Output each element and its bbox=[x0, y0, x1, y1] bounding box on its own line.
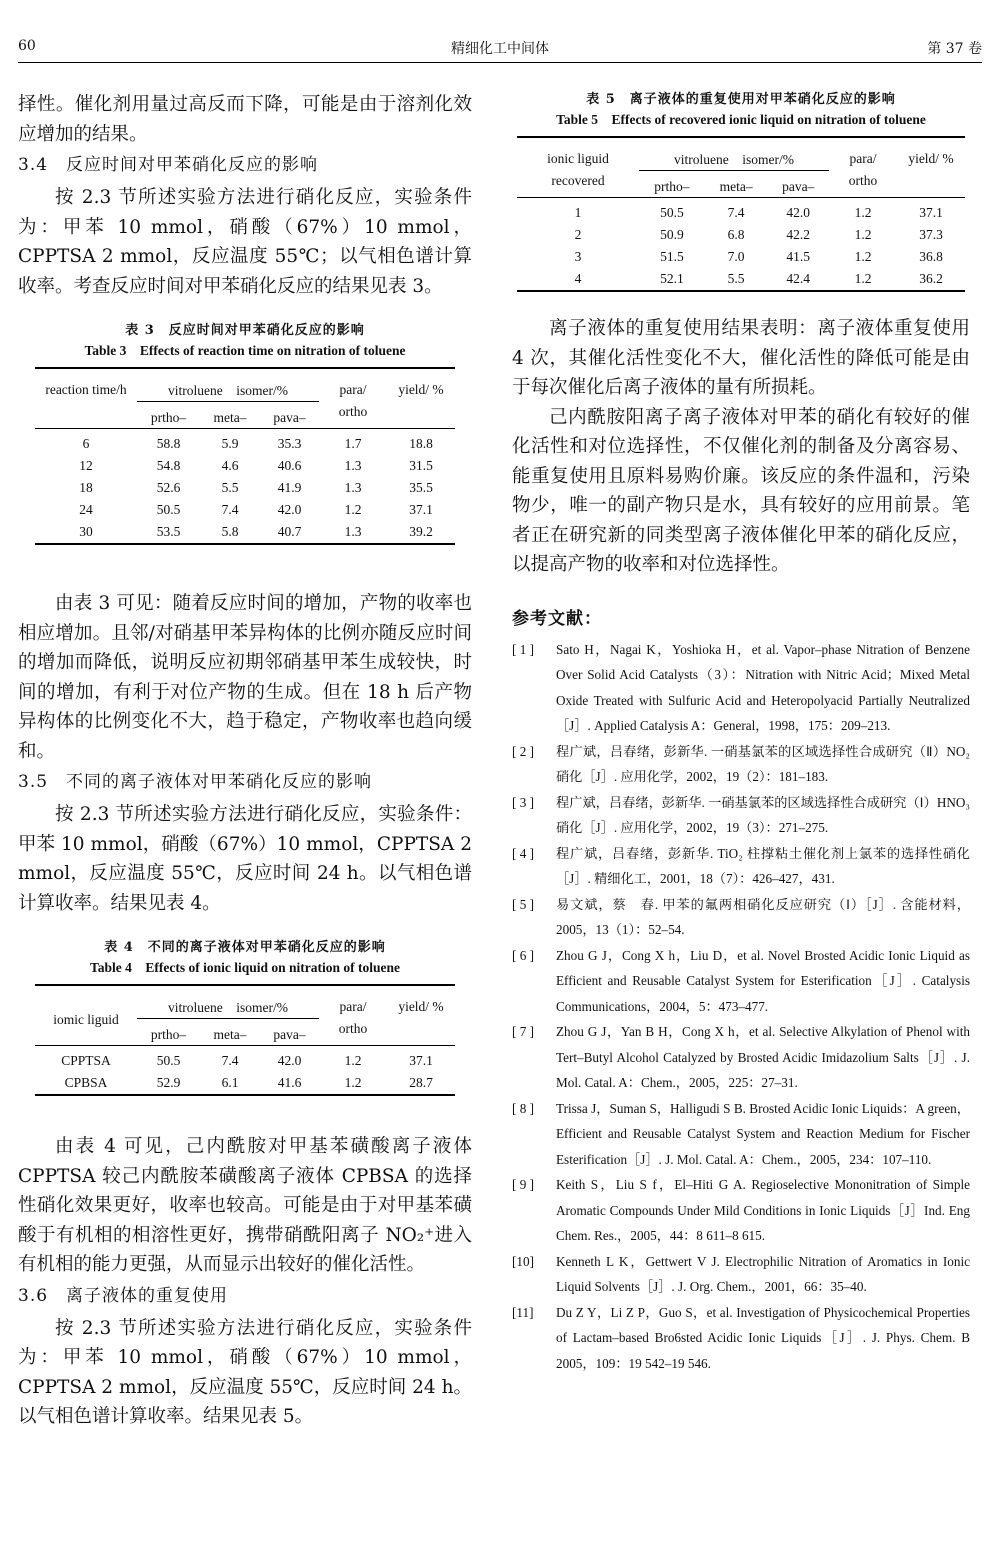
table-row bbox=[517, 224, 965, 246]
table-cell: 37.3 bbox=[919, 227, 943, 242]
reference-text: Sato H，Nagai K，Yoshioka H，et al. Vapor–phase Nitration of Benzene Over Solid Acid Catalysts（3）：Nitration with Nitric Acid；Mixed Metal Oxide Treated with Sulfuric Acid and Heteropolyacid Partially Neutralized［J］. Applied Catalysis A：General，1998，175：209–213. bbox=[556, 641, 970, 733]
table-cell: 1.2 bbox=[854, 205, 872, 220]
table-3-header-group: vitroluene isomer/% bbox=[137, 368, 319, 402]
table-row bbox=[35, 455, 455, 477]
table-cell: 1.3 bbox=[344, 524, 362, 539]
paragraph: 由表 4 可见，己内酰胺对甲基苯磺酸离子液体 CPPTSA 较己内酰胺苯磺酸离子液体 CPBSA 的选择性硝化效果更好，收率也较高。可能是由于对甲基苯磺酸于有机相的相溶性更好，携带硝酰阳离子 NO₂⁺进入有机相的能力更强，从而显示出较好的催化活性。 bbox=[18, 1136, 472, 1275]
table-cell: 42.2 bbox=[786, 227, 811, 242]
table-4-header-group: vitroluene isomer/% bbox=[137, 985, 319, 1019]
table-row bbox=[35, 521, 455, 544]
table-cell: 42.4 bbox=[786, 271, 811, 286]
table-5-caption-cn: 表 5 离子液体的重复使用对甲苯硝化反应的影响 bbox=[586, 92, 896, 107]
table-cell: 5.9 bbox=[221, 436, 239, 451]
paragraph: 由表 3 可见：随着反应时间的增加，产物的收率也相应增加。且邻/对硝基甲苯异构体的比例亦随反应时间的增加而降低，说明反应初期邻硝基甲苯生成较快，时间的增加，有利于对位产物的生成。但在 18 h 后产物异构体的比例变化不大，趋于稳定，产物收率也趋向缓和。 bbox=[18, 593, 472, 762]
table-cell: 52.1 bbox=[660, 271, 684, 286]
table-5-header-yield: yield/ % bbox=[908, 151, 954, 166]
table-cell: 42.0 bbox=[277, 502, 302, 517]
table-4-header-ortho: prtho– bbox=[150, 1027, 187, 1042]
table-cell: 1.2 bbox=[854, 271, 872, 286]
reference-item bbox=[512, 841, 970, 892]
table-cell: 28.7 bbox=[409, 1075, 433, 1090]
section-heading-3-6: 3.6 离子液体的重复使用 bbox=[18, 1285, 229, 1306]
reference-item bbox=[512, 1096, 970, 1173]
reference-number: [ 4 ] bbox=[512, 845, 534, 861]
table-cell: 52.6 bbox=[156, 480, 181, 495]
table-row bbox=[35, 433, 455, 455]
table-cell: 58.8 bbox=[156, 436, 181, 451]
table-cell: 50.5 bbox=[156, 1053, 181, 1068]
table-cell: 40.6 bbox=[277, 458, 302, 473]
table-cell: 50.5 bbox=[660, 205, 684, 220]
table-cell: 6.8 bbox=[727, 227, 745, 242]
table-3-caption-en: Table 3 Effects of reaction time on nitration of toluene bbox=[84, 343, 406, 358]
reference-item bbox=[512, 1172, 970, 1249]
table-cell: 51.5 bbox=[660, 249, 684, 264]
reference-item bbox=[512, 892, 970, 943]
reference-number: [10] bbox=[512, 1253, 534, 1269]
reference-text: Trissa J，Suman S，Halligudi S B. Brosted Acidic Ionic Liquids：A green，Efficient and Reusable Catalyst System and Reaction Medium for Fischer Esterification［J］. J. Mol. Catal. A：Chem.，2005，234：107–110. bbox=[556, 1100, 970, 1167]
table-cell: 50.5 bbox=[156, 502, 181, 517]
table-4 bbox=[35, 984, 455, 1096]
references-heading: 参考文献： bbox=[512, 608, 602, 629]
reference-text: 易文斌，蔡 春. 甲苯的氟两相硝化反应研究（Ⅰ）［J］. 含能材料，2005，13（1）：52–54. bbox=[556, 896, 970, 937]
reference-number: [ 5 ] bbox=[512, 896, 534, 912]
table-3-header-ortho: prtho– bbox=[150, 410, 187, 425]
table-cell: 1.2 bbox=[854, 249, 872, 264]
reference-number: [ 2 ] bbox=[512, 743, 534, 759]
table-4-header-yield: yield/ % bbox=[398, 999, 444, 1014]
reference-text: Du Z Y，Li Z P，Guo S，et al. Investigation of Physicochemical Properties of Lactam–based Bro6sted Acidic Ionic Liquids［J］. J. Phys. Chem. B 2005，109：19 542–19 546. bbox=[556, 1304, 970, 1371]
table-cell: 36.2 bbox=[919, 271, 943, 286]
table-cell: 6 bbox=[82, 436, 90, 451]
table-3-header-para: pava– bbox=[273, 410, 306, 425]
table-4-header-col1: iomic liguid bbox=[53, 1011, 119, 1027]
running-header bbox=[18, 38, 982, 63]
table-3-header-ratio: para/ ortho bbox=[338, 382, 368, 419]
table-cell: 41.5 bbox=[786, 249, 811, 264]
table-4-header-meta: meta– bbox=[213, 1027, 247, 1042]
paragraph: 按 2.3 节所述实验方法进行硝化反应，实验条件：甲苯 10 mmol，硝酸（67%）10 mmol，CPPTSA 2 mmol，反应温度 55℃，反应时间 24 h。以气相色谱计算收率。结果见表 4。 bbox=[18, 804, 472, 914]
table-row bbox=[517, 202, 965, 224]
table-cell: 54.8 bbox=[156, 458, 181, 473]
table-5-caption-en: Table 5 Effects of recovered ionic liquid on nitration of toluene bbox=[556, 112, 926, 127]
paragraph: 离子液体的重复使用结果表明：离子液体重复使用 4 次，其催化活性变化不大，催化活性的降低可能是由于每次催化后离子液体的量有所损耗。 bbox=[512, 318, 970, 398]
table-cell: 1.2 bbox=[344, 1053, 362, 1068]
section-heading-3-5: 3.5 不同的离子液体对甲苯硝化反应的影响 bbox=[18, 772, 373, 792]
paragraph: 择性。催化剂用量过高反而下降，可能是由于溶剂化效应增加的结果。 bbox=[18, 94, 472, 145]
table-cell: 37.1 bbox=[919, 205, 943, 220]
reference-item bbox=[512, 1019, 970, 1096]
table-row bbox=[35, 1072, 455, 1095]
table-5-header-col1: ionic liguid recovered bbox=[547, 151, 609, 188]
table-cell: 35.3 bbox=[277, 436, 302, 451]
reference-item bbox=[512, 1300, 970, 1377]
reference-item bbox=[512, 1249, 970, 1300]
reference-list bbox=[512, 637, 970, 1377]
reference-number: [ 8 ] bbox=[512, 1100, 534, 1116]
table-cell: 1.3 bbox=[344, 458, 362, 473]
table-cell: 53.5 bbox=[156, 524, 181, 539]
table-cell: 35.5 bbox=[409, 480, 433, 495]
table-4-header-ratio: para/ ortho bbox=[338, 999, 368, 1036]
reference-item bbox=[512, 790, 970, 841]
table-cell: 41.9 bbox=[277, 480, 302, 495]
reference-text: Keith S，Liu S f，El–Hiti G A. Regioselective Mononitration of Simple Aromatic Compounds Under Mild Conditions in Ionic Liquids［J］Ind. Eng Chem. Res.，2005，44：8 611–8 615. bbox=[556, 1177, 970, 1243]
table-3-header-meta: meta– bbox=[213, 410, 247, 425]
table-cell: 1.3 bbox=[344, 480, 362, 495]
reference-text: 程广斌，吕春绪，彭新华. TiO₂ 柱撑粘土催化剂上氯苯的选择性硝化［J］. 精细化工，2001，18（7）：426–427，431. bbox=[556, 845, 970, 886]
table-cell: 42.0 bbox=[786, 205, 811, 220]
table-cell: 37.1 bbox=[409, 502, 433, 517]
table-cell: CPPTSA bbox=[61, 1053, 111, 1068]
reference-number: [ 1 ] bbox=[512, 641, 534, 657]
volume-label: 第 37 卷 bbox=[927, 41, 982, 57]
table-4-caption-cn: 表 4 不同的离子液体对甲苯硝化反应的影响 bbox=[104, 940, 386, 955]
reference-number: [ 7 ] bbox=[512, 1024, 534, 1039]
reference-number: [11] bbox=[512, 1304, 534, 1320]
table-cell: 41.6 bbox=[277, 1075, 302, 1090]
right-column bbox=[512, 90, 970, 1376]
table-3-header-yield: yield/ % bbox=[398, 382, 444, 397]
table-cell: 7.4 bbox=[221, 502, 239, 517]
paragraph: 按 2.3 节所述实验方法进行硝化反应，实验条件为：甲苯 10 mmol，硝酸（67%）10 mmol，CPPTSA 2 mmol，反应温度 55℃，反应时间 24 h。以气相色谱计算收率。结果见表 5。 bbox=[18, 1317, 472, 1427]
table-cell: 18 bbox=[79, 480, 93, 495]
table-cell: 1.2 bbox=[344, 502, 362, 517]
reference-text: Zhou G J，Cong X h，Liu D，et al. Novel Brosted Acidic Ionic Liquid as Efficient and Reusable Catalyst System for Esterification［J］. Catalysis Communications，2004，5：473–477. bbox=[556, 947, 970, 1014]
table-cell: 7.4 bbox=[221, 1053, 239, 1068]
table-cell: 12 bbox=[79, 458, 93, 473]
table-cell: 42.0 bbox=[277, 1053, 302, 1068]
paragraph: 己内酰胺阳离子离子液体对甲苯的硝化有较好的催化活性和对位选择性，不仅催化剂的制备及分离容易、能重复使用且原料易购价廉。该反应的条件温和，污染物少，唯一的副产物只是水，具有较好的应用前景。笔者正在研究新的同类型离子液体催化甲苯的硝化反应，以提高产物的收率和对位选择性。 bbox=[512, 406, 970, 575]
table-cell: 3 bbox=[574, 249, 582, 264]
table-cell: 4 bbox=[574, 271, 582, 286]
table-cell: CPBSA bbox=[64, 1075, 108, 1090]
table-cell: 1.2 bbox=[344, 1075, 362, 1090]
journal-name: 精细化工中间体 bbox=[451, 41, 549, 57]
table-4-header-para: pava– bbox=[273, 1027, 306, 1042]
table-5-header-group: vitroluene isomer/% bbox=[639, 137, 829, 171]
table-row bbox=[35, 499, 455, 521]
table-cell: 1.7 bbox=[344, 436, 362, 451]
reference-item bbox=[512, 739, 970, 790]
table-cell: 5.5 bbox=[221, 480, 239, 495]
table-3-caption-cn: 表 3 反应时间对甲苯硝化反应的影响 bbox=[125, 323, 365, 338]
table-cell: 6.1 bbox=[221, 1075, 239, 1090]
table-cell: 7.4 bbox=[727, 205, 745, 220]
table-cell: 5.8 bbox=[221, 524, 239, 539]
reference-text: 程广斌，吕春绪，彭新华. 一硝基氯苯的区域选择性合成研究（Ⅱ）NO₂ 硝化［J］. 应用化学，2002，19（2）：181–183. bbox=[556, 743, 970, 784]
table-cell: 7.0 bbox=[727, 249, 745, 264]
table-4-caption-en: Table 4 Effects of ionic liquid on nitration of toluene bbox=[89, 960, 401, 975]
reference-text: Kenneth L K，Gettwert V J. Electrophilic Nitration of Aromatics in Ionic Liquid Solvents［J］. J. Org. Chem.，2001，66：35–40. bbox=[556, 1253, 970, 1294]
table-cell: 40.7 bbox=[277, 524, 302, 539]
table-cell: 52.9 bbox=[156, 1075, 181, 1090]
table-3-header-col1: reaction time/h bbox=[45, 382, 127, 397]
page-number: 60 bbox=[18, 38, 36, 54]
table-cell: 36.8 bbox=[919, 249, 943, 264]
table-5-header-ratio: para/ ortho bbox=[848, 151, 878, 188]
reference-item bbox=[512, 943, 970, 1020]
table-cell: 37.1 bbox=[409, 1053, 433, 1068]
table-3 bbox=[35, 367, 455, 545]
reference-number: [ 3 ] bbox=[512, 794, 534, 810]
table-cell: 4.6 bbox=[221, 458, 239, 473]
reference-text: 程广斌，吕春绪，彭新华. 一硝基氯苯的区域选择性合成研究（Ⅰ）HNO₃ 硝化［J］. 应用化学，2002，19（3）：271–275. bbox=[556, 794, 970, 835]
table-cell: 5.5 bbox=[727, 271, 745, 286]
left-column bbox=[18, 90, 472, 1432]
table-5 bbox=[517, 136, 965, 292]
table-cell: 39.2 bbox=[409, 524, 433, 539]
table-cell: 1 bbox=[574, 205, 582, 220]
paragraph: 按 2.3 节所述实验方法进行硝化反应，实验条件为：甲苯 10 mmol，硝酸（67%）10 mmol，CPPTSA 2 mmol，反应温度 55℃；以气相色谱计算收率。考查反应时间对甲苯硝化反应的结果见表 3。 bbox=[18, 187, 472, 297]
reference-text: Zhou G J，Yan B H，Cong X h，et al. Selective Alkylation of Phenol with Tert–Butyl Alcohol Catalyzed by Brosted Acidic Imidazolium Salts［J］. J. Mol. Catal. A：Chem.，2005，225：27–31. bbox=[556, 1024, 970, 1090]
table-cell: 18.8 bbox=[409, 436, 433, 451]
table-cell: 31.5 bbox=[409, 458, 433, 473]
reference-item bbox=[512, 637, 970, 739]
table-cell: 30 bbox=[79, 524, 93, 539]
reference-number: [ 6 ] bbox=[512, 947, 534, 963]
table-row bbox=[517, 246, 965, 268]
section-heading-3-4: 3.4 反应时间对甲苯硝化反应的影响 bbox=[18, 155, 319, 175]
table-5-header-meta: meta– bbox=[719, 179, 753, 194]
table-5-header-para: pava– bbox=[782, 179, 815, 194]
table-row bbox=[35, 1050, 455, 1072]
table-cell: 50.9 bbox=[660, 227, 684, 242]
table-cell: 1.2 bbox=[854, 227, 872, 242]
table-row bbox=[35, 477, 455, 499]
table-row bbox=[517, 268, 965, 291]
table-cell: 24 bbox=[79, 502, 93, 517]
table-cell: 2 bbox=[574, 227, 582, 242]
table-5-header-ortho: prtho– bbox=[654, 179, 690, 194]
reference-number: [ 9 ] bbox=[512, 1177, 534, 1192]
